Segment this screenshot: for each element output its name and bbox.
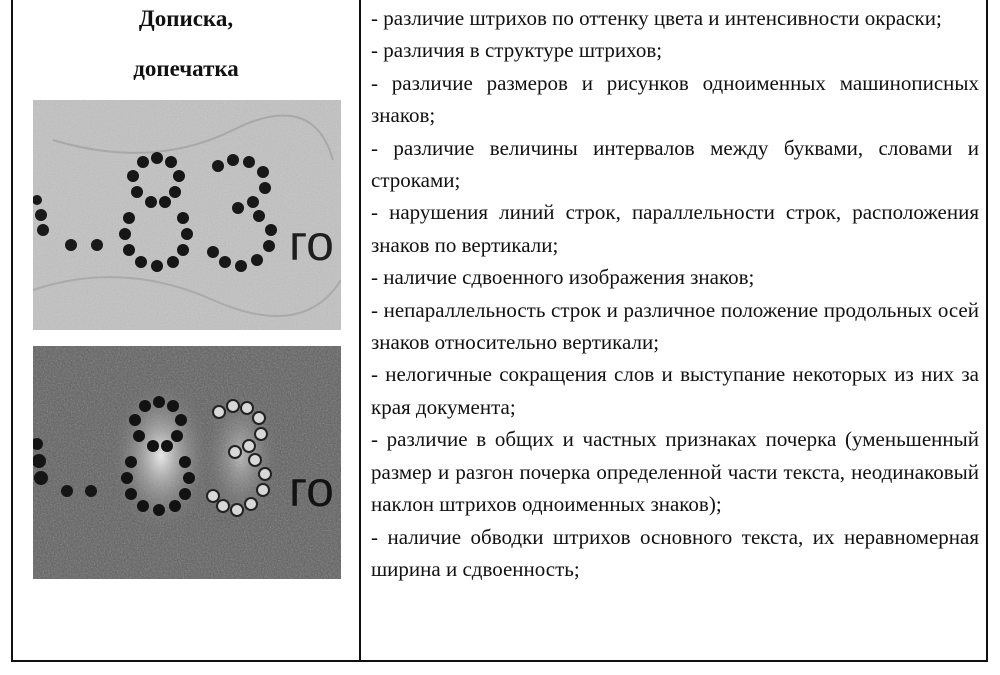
svg-text:го: го — [289, 461, 334, 517]
features-list — [371, 2, 979, 585]
list-item: - различия в структуре штрихов; — [371, 38, 663, 63]
photo-uv-examination — [33, 346, 341, 579]
list-item: - непараллельность строк и различное положение продольных осей знаков относительно вертикали; — [371, 297, 979, 355]
list-item: - нелогичные сокращения слов и выступание некоторых из них за края документа; — [371, 362, 979, 419]
photo-original-document — [33, 100, 341, 330]
title-line-1: Дописка, — [138, 6, 234, 31]
svg-text:го: го — [289, 215, 334, 271]
title-line-2: допечатка — [133, 56, 239, 81]
list-item: - различие величины интервалов между буквами, словами и строками; — [371, 135, 979, 193]
list-item: - наличие сдвоенного изображения знаков; — [371, 265, 755, 290]
list-item: - различие штрихов по оттенку цвета и интенсивности окраски; — [371, 6, 942, 30]
list-item: - различие в общих и частных признаках почерка (уменьшенный размер и разгон почерка определенной части текста, неодинаковый наклон штрихов одноименных знаков); — [371, 427, 979, 517]
left-column — [13, 0, 359, 660]
list-item: - наличие обводки штрихов основного текста, их неравномерная ширина и сдвоенность; — [371, 524, 979, 581]
list-item: - различие размеров и рисунков одноименных машинописных знаков; — [371, 70, 979, 128]
list-item: - нарушения линий строк, параллельности строк, расположения знаков по вертикали; — [371, 200, 979, 257]
column-divider — [359, 0, 361, 660]
document-table — [11, 0, 988, 662]
